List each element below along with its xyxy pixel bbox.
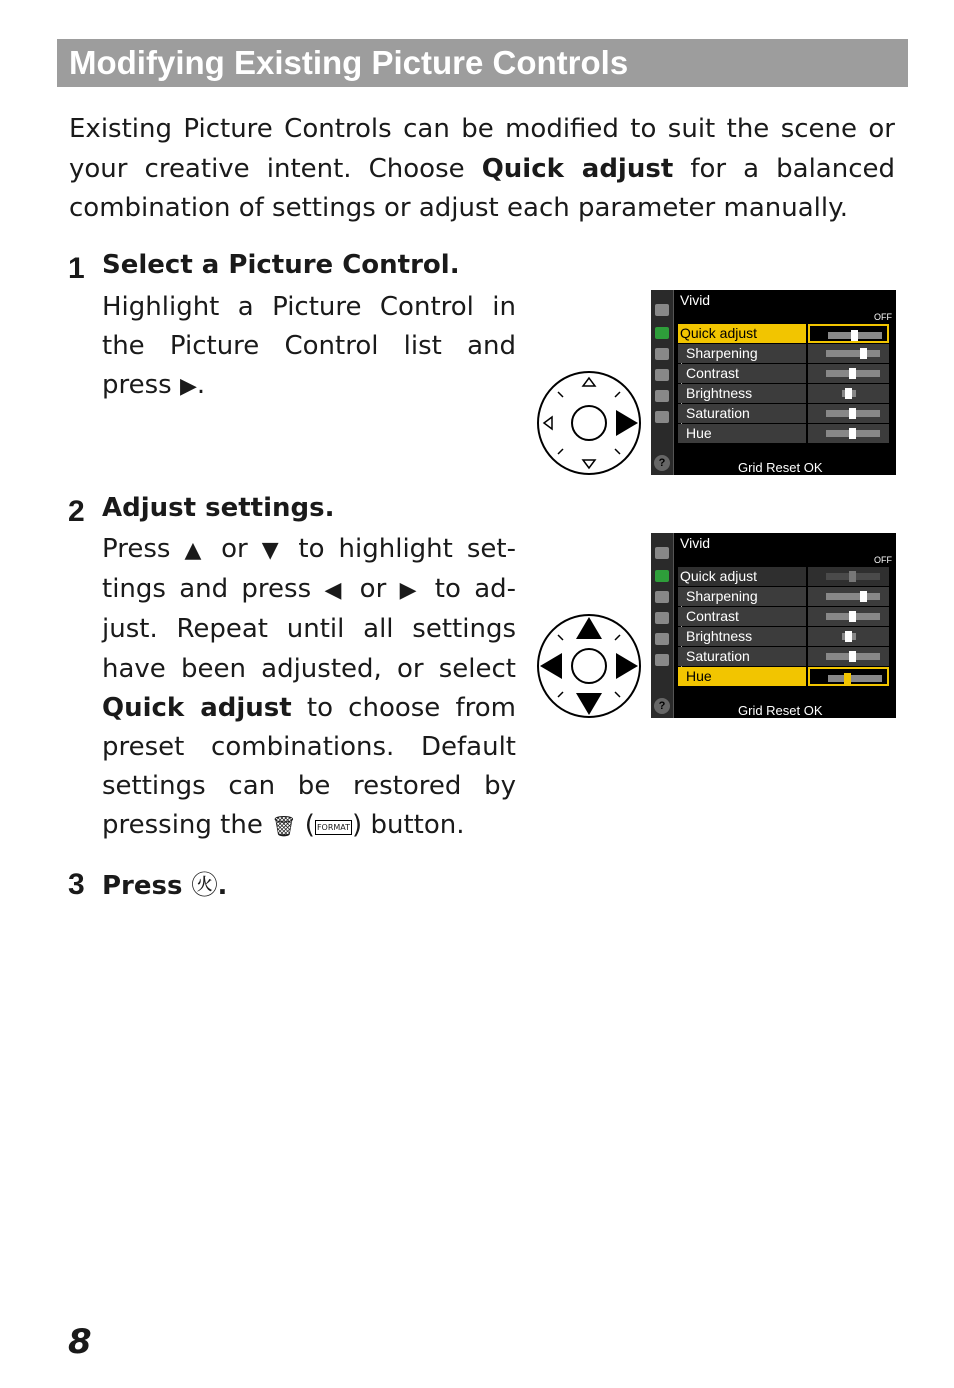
ok-button-icon: ㊋ [191,871,218,901]
step-1-title: Select a Picture Control. [102,250,460,280]
row-quick-adjust[interactable]: Quick adjust [678,324,889,343]
up-arrow-icon: ▲ [184,538,208,563]
row-brightness[interactable]: Brightness [678,627,889,646]
quick-adjust-bold: Quick adjust [102,692,292,723]
retouch-icon [655,633,669,645]
page-number: 8 [68,1322,92,1362]
modified-flag: OFF [874,555,892,565]
trash-icon: 🗑 [271,814,297,839]
row-saturation[interactable]: Saturation [678,647,889,666]
multi-selector-all-icon [536,613,642,719]
step-3-number: 3 [68,868,85,901]
screen-header: Vivid [680,292,711,308]
screen-footer: Grid Reset OK [738,703,823,718]
recent-icon [655,654,669,666]
multi-selector-right-icon [536,370,642,476]
step-3-title: Press ㊋. [102,871,228,901]
row-brightness[interactable]: Brightness [678,384,889,403]
row-contrast[interactable]: Contrast [678,607,889,626]
step-1-text: Highlight a Picture Control in the Picture Control list and press [102,292,516,401]
screen-footer: Grid Reset OK [738,460,823,475]
pencil-icon [655,348,669,360]
step-1-number: 1 [68,252,85,285]
intro-bold: Quick adjust [481,153,674,184]
right-arrow-icon: ▶ [399,578,422,604]
playback-icon [655,547,669,559]
page-title: Modifying Existing Picture Controls [57,39,908,87]
intro-text-2: for a balanced combination of settings or adjust each parameter manually. [69,153,895,223]
step-1-text-end: . [196,370,206,401]
screen-header: Vivid [680,535,711,551]
screen-sidebar [651,533,674,718]
wrench-icon [655,369,669,381]
camera-icon [655,570,669,582]
left-arrow-icon: ◀ [324,578,347,604]
intro-text-1: Existing Picture Controls can be modified to suit the scene or your creative intent. Choose [69,114,895,184]
help-icon: ? [654,698,670,714]
help-icon: ? [654,455,670,471]
row-contrast[interactable]: Contrast [678,364,889,383]
camera-screen-1 [651,290,896,475]
wrench-icon [655,612,669,624]
row-hue[interactable]: Hue [678,667,889,686]
intro-paragraph [69,110,895,229]
row-saturation[interactable]: Saturation [678,404,889,423]
step-2-title: Adjust settings. [102,493,335,523]
step-1-body [102,288,516,407]
screen-sidebar [651,290,674,475]
step-2-body: Press ▲ or ▼ to highlight set-tings and press ◀ or ▶ to ad-just. Repeat until all settings have been adjusted, or select Quick adjust to choose from preset combinations. Default settings can be restored by pressing the 🗑 ( FORMAT) button. [102,534,517,841]
right-arrow-icon: ▶ [179,374,197,400]
row-sharpening[interactable]: Sharpening [678,344,889,363]
row-quick-adjust[interactable]: Quick adjust [678,567,889,586]
step-2-number: 2 [68,495,85,528]
playback-icon [655,304,669,316]
row-sharpening[interactable]: Sharpening [678,587,889,606]
camera-icon [655,327,669,339]
modified-flag: OFF [874,312,892,322]
format-icon: FORMAT [315,820,352,835]
down-arrow-icon: ▼ [261,538,285,563]
camera-screen-2 [651,533,896,718]
recent-icon [655,411,669,423]
pencil-icon [655,591,669,603]
retouch-icon [655,390,669,402]
row-hue[interactable]: Hue [678,424,889,443]
